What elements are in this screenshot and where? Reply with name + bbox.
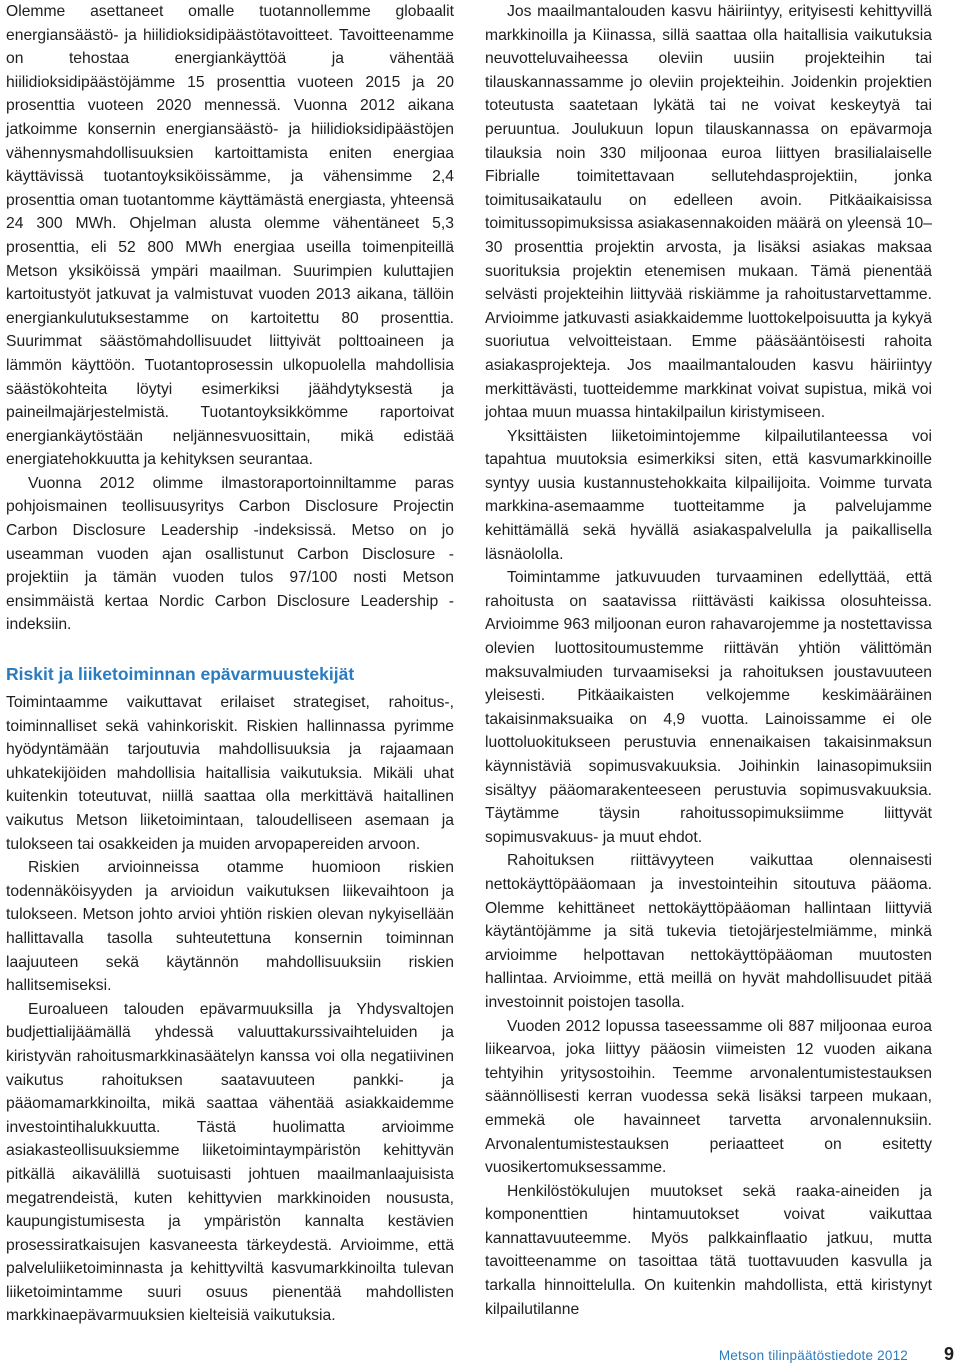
right-column (485, 0, 932, 1321)
paragraph-euro-uncertainty: Euroalueen talouden epävarmuuksilla ja Yhdysvaltojen budjettialijäämällä yhdessä valuuttakurssivaihteluiden ja kiristyvän rahoitusmarkkinasäätelyn kanssa voi olla negatiivinen vaikutus rahoituksen saatavuuteen pankki- ja pääomamarkkinoilta, mikä saattaa vähentää asiakkaidemme investointihalukkuutta. Tästä huolimatta arvioimme asiakasteollisuuksiemme liiketoimintaympäristön kehittyvän pitkällä aikavälillä suotuisasti johtuen maailmanlaajuisista megatrendeistä, kuten kehittyvien markkinoiden noususta, kaupungistumisesta ja ympäristön kannalta kestävien prosessiratkaisujen kasvaneesta tärkeydestä. Arvioimme, että palveluliiketoiminnasta ja kehittyviltä kasvumarkkinoilta tulevan liiketoimintamme suuri osuus pienentää mahdollisten markkinaepävarmuuksien kielteisiä vaikutuksia. (6, 1000, 454, 1325)
paragraph-personnel-costs: Henkilöstökulujen muutokset sekä raaka-aineiden ja komponenttien hintamuutokset voivat vaikuttaa kannattavuuteemme. Myös palkkainflaatio jatkuu, mutta tavoitteenamme on tasoittaa tätä tuottavuuden kasvulla ja tarkalla hinnoittelulla. On kuitenkin mahdollista, että kiristynyt kilpailutilanne (485, 1182, 932, 1318)
paragraph-competition: Yksittäisten liiketoimintojemme kilpailutilanteessa voi tapahtua muutoksia esimerkiksi siten, että kasvumarkkinoille syntyy uusia kustannustehokkaita kilpailijoita. Voimme turvata markkina-asemaamme tuotteitamme ja palvelujamme kehittämällä sekä hyvällä asiakaspalvelulla ja paikallisella läsnäololla. (485, 427, 932, 563)
paragraph-risk-types: Toimintaamme vaikuttavat erilaiset strategiset, rahoitus-, toiminnalliset sekä vahinkoriskit. Riskien hallinnassa pyrimme hyödyntämään tarjoutuvia mahdollisuuksia ja rajaamaan uhkatekijöiden mahdollisia haitallisia vaikutuksia. Mikäli uhat kuitenkin toteutuvat, niillä saattaa olla merkittävä haitallinen vaikutus Metson liiketoimintaan, taloudelliseen asemaan ja tulokseen tai osakkeiden ja muiden arvopapereiden arvoon. (6, 694, 454, 853)
paragraph-energy-targets: Olemme asettaneet omalle tuotannollemme globaalit energiansäästö- ja hiilidioksidipäästötavoitteet. Tavoitteenamme on tehostaa energiankäyttöä ja vähentää hiilidioksidipäästöjämme 15 prosenttia vuoteen 2015 ja 20 prosenttia vuoteen 2020 mennessä. Vuonna 2012 aikana jatkoimme konsernin energiansäästö- ja hiilidioksidipäästöjen vähennysmahdollisuuksien kartoittamista eniten energiaa käyttävissä tuotantoyksiköissämme, ja vähensimme 2,4 prosenttia oman tuotantomme käyttämästä energiasta, yhteensä 24 300 MWh. Ohjelman alusta olemme vähentäneet 5,3 prosenttia, eli 52 800 MWh energiaa useilla toimenpiteillä Metson yksiköissä ympäri maailman. Suurimpien kuluttajien kartoitustyöt jatkuvat ja valmistuvat vuoden 2013 aikana, tällöin energiankulutuksestamme on kartoitettu 80 prosenttia. Suurimmat säästömahdollisuudet liittyivät polttoaineen ja lämmön käyttöön. Tuotantoprosessin ulkopuolella mahdollisia säästökohteita löytyi esimerkiksi jäähdytyksestä ja paineilmajärjestelmistä. Tuotantoyksikkömme raportoivat energiankäytöstään neljännesvuosittain, mikä edistää energiatehokkuutta ja kehityksen seurantaa. (6, 3, 454, 469)
publication-title: Metson tilinpäätöstiedote 2012 (718, 1348, 908, 1363)
paragraph-world-economy: Jos maailmantalouden kasvu häiriintyy, erityisesti kehittyvillä markkinoilla ja Kiinassa, sillä saattaa olla haitallisia vaikutuksia neuvotteluvaiheessa oleviin uusiin projekteihin tai tilauskannassamme jo oleviin projekteihin. Joidenkin projektien toteutusta saatetaan lykätä tai ne voivat keskeytyä tai peruuntua. Joulukuun lopun tilauskannassa on epävarmoja tilauksia noin 330 miljoonaa euroa liittyen brasilialaiselle Fibrialle toimitettavaan sellutehdasprojektiin, jonka toimitusaikataulu on edelleen avoin. Pitkäaikaisissa toimitussopimuksissa asiakasennakoiden määrä on yleensä 10–30 prosenttia projektin arvosta, ja lisäksi asiakas maksaa suorituksia projektin etenemisen mukaan. Tämä pienentää selvästi projekteihin liittyvää riskiämme ja rahoitustarvettamme. Arvioimme jatkuvasti asiakkaidemme luottokelpoisuutta ja kykyä suoriutua velvoitteistaan. Emme pääsääntöisesti rahoita asiakasprojekteja. Jos maailmantalouden kasvu häiriintyy merkittävästi, tuotteidemme markkinat voivat supistua, mikä voi johtaa muun muassa hintakilpailun kiristymiseen. (485, 3, 932, 422)
section-heading-risks: Riskit ja liiketoiminnan epävarmuustekijät (6, 664, 355, 685)
left-column (6, 0, 454, 1328)
paragraph-risk-assessment: Riskien arvioinneissa otamme huomioon riskien todennäköisyyden ja arvioidun vaikutuksen liikevaihtoon ja tulokseen. Metson johto arvioi yhtiön riskien olevan nykyisellään hallittavalla tasolla suhteutettuna konsernin toiminnan laajuuteen sekä käytännön mahdollisuuksiin riskien hallitsemiseksi. (6, 859, 454, 995)
page-number: 9 (943, 1344, 954, 1364)
paragraph-financing: Toimintamme jatkuvuuden turvaaminen edellyttää, että rahoitusta on saatavissa riittävästi kaikissa olosuhteissa. Arvioimme 963 miljoonan euron rahavarojemme ja nostettavissa olevien luottositoumustemme riittävän yhtiön välittömän maksuvalmiuden turvaamiseksi ja rahoituksen joustavuuteen yleisesti. Pitkäaikaisten velkojemme keskimääräinen takaisinmaksuaika on 4,9 vuotta. Lainoissamme ei ole luottoluokitukseen perustuvia ennenaikaisen takaisinmaksun käynnistäviä sopimusvakuuksia. Joihinkin lainasopimuksiin sisältyy pääomarakenteeseen perustuvia sopimusvakuuksia. Täytämme täysin rahoitussopimuksiimme liittyvät sopimusvakuus- ja muut ehdot. (485, 569, 932, 846)
paragraph-carbon-disclosure: Vuonna 2012 olimme ilmastoraportoinniltamme paras pohjoismainen teollisuusyritys Carbon Disclosure Projectin Carbon Disclosure Leadership -indeksissä. Metso on jo useamman vuoden ajan osallistunut Carbon Disclosure -projektiin ja tämän vuoden tulos 97/100 nosti Metson ensimmäistä kertaa Nordic Carbon Disclosure Leadership -indeksiin. (6, 474, 454, 634)
paragraph-working-capital: Rahoituksen riittävyyteen vaikuttaa olennaisesti nettokäyttöpääomaan ja investointeihin sitoutuva pääoma. Olemme kehittäneet nettokäyttöpääoman hallintaan liittyviä käytäntöjämme ja sitä tukevia tietojärjestelmiämme, minkä arvioimme helpottavan nettokäyttöpääoman muutosten hallintaa. Arvioimme, että meillä on hyvät mahdollisuudet pitää investoinnit poistojen tasolla. (485, 852, 932, 1011)
page-footer (0, 1338, 960, 1367)
paragraph-goodwill: Vuoden 2012 lopussa taseessamme oli 887 miljoonaa euroa liikearvoa, joka liittyy pääosin viimeisten 12 vuoden aikana tehtyihin yritysostoihin. Teemme arvonalentumistestauksen säännöllisesti kerran vuodessa sekä lisäksi tarpeen mukaan, emmekä ole havainneet tarvetta arvonalennuksiin. Arvonalentumistestauksen periaatteet on esitetty vuosikertomuksessamme. (485, 1017, 932, 1177)
